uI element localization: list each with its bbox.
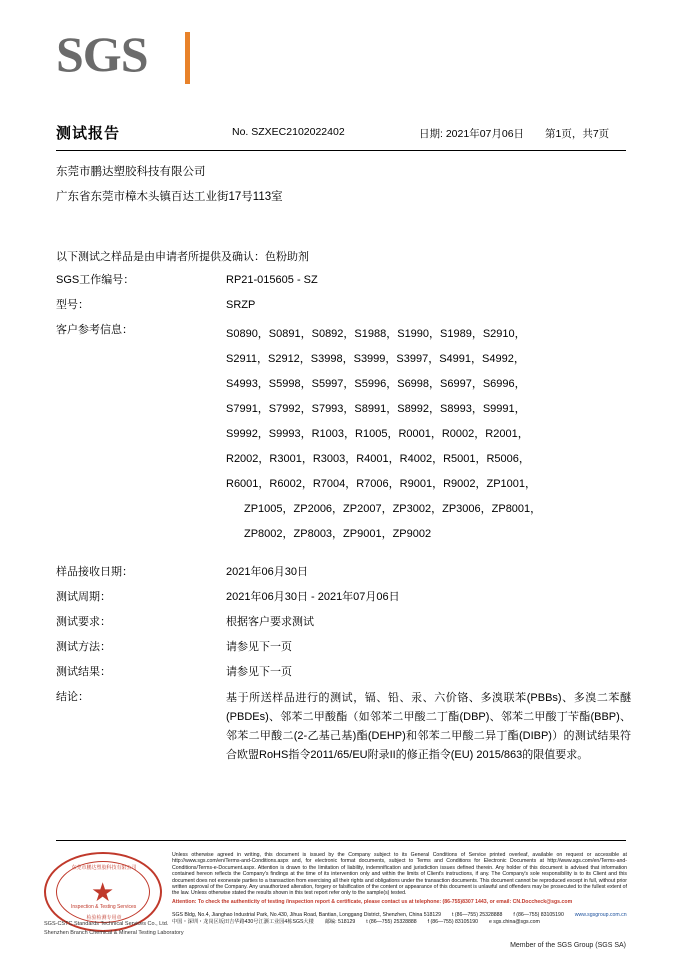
fax-cn: f (86—755) 83105190 — [427, 919, 479, 926]
page-title: 测试报告 — [56, 125, 121, 142]
field-value: 请参见下一页 — [226, 666, 292, 678]
field-value: 根据客户要求测试 — [226, 616, 314, 628]
zip-cn: 邮编: 518129 — [324, 919, 356, 926]
star-icon: ★ — [91, 877, 115, 907]
fax-en: f (86—755) 83105190 — [513, 912, 564, 918]
field-value: RP21-015605 - SZ — [226, 274, 318, 286]
email-cn[interactable]: e sgs.china@sgs.com — [488, 919, 540, 926]
company-address: 广东省东莞市樟木头镇百达工业街17号113室 — [56, 191, 283, 203]
seal-arc-bottom-text: 检验检测专用章 — [86, 915, 122, 921]
office-address-block — [172, 912, 627, 927]
field-row — [56, 589, 631, 605]
report-date: 日期: 2021年07月06日 — [419, 128, 525, 140]
list-item: R6001，R6002，R7004，R7006，R9001，R9002，ZP1001， — [226, 478, 537, 490]
field-label: 测试结果： — [56, 666, 111, 678]
list-item: ZP1005，ZP2006，ZP2007，ZP3002，ZP3006，ZP8001， — [244, 503, 542, 515]
phone-cn: t (86—755) 25328888 — [366, 919, 417, 926]
client-reference-row — [56, 322, 631, 547]
field-label: 客户参考信息： — [56, 324, 133, 336]
conclusion-row — [56, 689, 631, 765]
field-value: 2021年06月30日 — [226, 566, 308, 578]
seal-arc-top-text: 东莞市鹏达塑胶科技有限公司 — [71, 865, 137, 871]
legal-disclaimer-text: Unless otherwise agreed in writing, this document is issued by the Company subject to its General Conditions of Service printed overleaf, available on request or accessible at http://www.sgs.com/en/Terms-and-Conditions.aspx and, for electronic format documents, subject to Terms and Conditions for Electronic Documents at http://www.sgs.com/en/Terms-and-Conditions/Terms-e-Document.aspx. Attention is drawn to the limitation of liability, indemnification and jurisdiction issues defined therein. Any holder of this document is advised that information contained hereon reflects the Company's findings at the time of its intervention only and within the limits of Client's instructions, if any. The Company's sole responsibility is to its Client and this document does not exonerate parties to a transaction from exercising all their rights and obligations under the transaction documents. This document cannot be reproduced except in full, without prior written approval of the Company. Any unauthorized alteration, forgery or falsification of the content or appearance of this document is unlawful and offenders may be prosecuted to the fullest extent of the law. Unless otherwise stated the results shown in this test report refer only to the sample(s) tested. — [172, 852, 627, 897]
header-divider — [56, 150, 626, 151]
member-of-group-text: Member of the SGS Group (SGS SA) — [510, 942, 626, 949]
field-value: SRZP — [226, 299, 256, 311]
seal-caption-line1: SGS-CSTC Standards Technical Services Co., Ltd. — [44, 921, 169, 927]
field-table — [56, 272, 631, 774]
company-seal-stamp — [44, 852, 184, 938]
field-label: 测试要求： — [56, 616, 111, 628]
list-item: S4993，S5998，S5997，S5996，S6998，S6997，S6996， — [226, 378, 526, 390]
list-item: S7991，S7992，S7993，S8991，S8992，S8993，S9991， — [226, 403, 526, 415]
sgs-logo-accent-bar — [185, 32, 190, 84]
seal-caption-line2: Shenzhen Branch Chemical & Mineral Testing Laboratory — [44, 930, 184, 936]
field-row — [56, 564, 631, 580]
field-row — [56, 614, 631, 630]
field-label: 测试周期： — [56, 591, 111, 603]
address-cn: 中国・深圳・龙岗区坂田吉华路430号江灏工业园4栋SGS大楼 — [172, 919, 314, 926]
address-en: SGS Bldg, No.4, Jianghao Industrial Park, No.430, Jihua Road, Bantian, Longgang District, Shenzhen, China 518129 — [172, 912, 442, 918]
field-row — [56, 297, 631, 313]
legal-disclaimer — [172, 852, 627, 905]
field-label: 样品接收日期： — [56, 566, 133, 578]
report-number: No. SZXEC2102022402 — [232, 126, 345, 138]
field-value: 2021年06月30日 - 2021年07月06日 — [226, 591, 400, 603]
field-value: 请参见下一页 — [226, 641, 292, 653]
company-name: 东莞市鹏达塑胶科技有限公司 — [56, 166, 206, 178]
list-item: S9992，S9993，R1003，R1005，R0001，R0002，R2001， — [226, 428, 529, 440]
seal-label-en: Inspection & Testing Services — [71, 904, 137, 910]
field-label: 型号： — [56, 299, 89, 311]
list-item: R2002，R3001，R3003，R4001，R4002，R5001，R5006， — [226, 453, 530, 465]
sgs-logo — [56, 28, 196, 88]
phone-en: t (86—755) 25328888 — [451, 912, 503, 918]
field-label: 测试方法： — [56, 641, 111, 653]
legal-attention-text: Attention: To check the authenticity of testing /inspection report & certificate, please contact us at telephone: (86-755)8307 1443, or email: CN.Doccheck@sgs.com — [172, 898, 573, 905]
address-row-cn — [172, 919, 627, 926]
client-reference-list — [226, 322, 631, 547]
report-page-count: 第1页，共7页 — [545, 128, 610, 140]
conclusion-text: 基于所送样品进行的测试，镉、铅、汞、六价铬、多溴联苯(PBBs)、多溴二苯醚(PBDEs)、邻苯二甲酸酯（如邻苯二甲酸二丁酯(DBP)、邻苯二甲酸丁苄酯(BBP)、邻苯二甲酸二(2-乙基己基)酯(DEHP)和邻苯二甲酸二异丁酯(DIBP)）的测试结果符合欧盟RoHS指令2011/65/EU附录II的修正指令(EU) 2015/863的限值要求。 — [226, 692, 631, 761]
field-label: 结论： — [56, 691, 89, 703]
sgs-logo-text: SGS — [56, 26, 148, 82]
list-item: ZP8002，ZP8003，ZP9001，ZP9002 — [244, 528, 432, 540]
list-item: S0890，S0891，S0892，S1988，S1990，S1989，S2910， — [226, 328, 526, 340]
field-label: SGS工作编号： — [56, 274, 135, 286]
sample-statement: 以下测试之样品是由申请者所提供及确认：色粉助剂 — [56, 251, 309, 263]
list-item: S2911，S2912，S3998，S3999，S3997，S4991，S4992， — [226, 353, 525, 365]
footer-divider — [56, 840, 626, 841]
field-row — [56, 272, 631, 288]
field-row — [56, 639, 631, 655]
website[interactable]: www.sgsgroup.com.cn — [574, 912, 627, 918]
report-header-row — [56, 122, 626, 146]
field-row — [56, 664, 631, 680]
